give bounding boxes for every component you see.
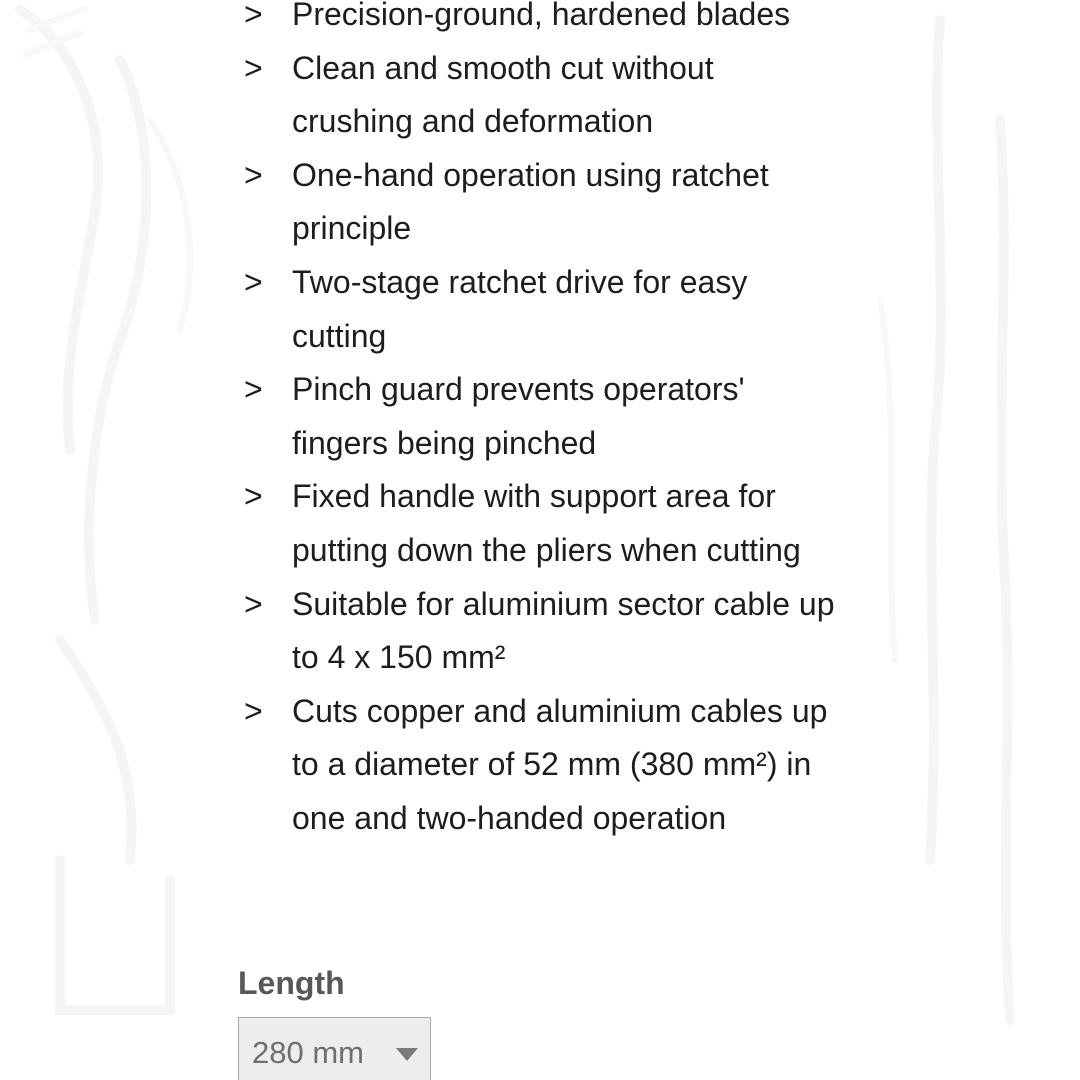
feature-item: [238, 578, 838, 685]
chevron-bullet-icon: >: [244, 49, 263, 86]
feature-text: Pinch guard prevents operators' fingers being pinched: [292, 371, 745, 461]
feature-list: [238, 0, 838, 846]
length-label: Length: [238, 964, 345, 1001]
feature-text: Fixed handle with support area for putting down the pliers when cutting: [292, 478, 801, 568]
chevron-bullet-icon: >: [244, 0, 263, 32]
chevron-bullet-icon: >: [244, 371, 263, 408]
feature-text: One-hand operation using ratchet principle: [292, 156, 769, 247]
feature-text: Suitable for aluminium sector cable up to 4 x 150 mm²: [292, 585, 835, 676]
feature-item: [238, 685, 838, 846]
feature-item: [238, 42, 838, 149]
length-select[interactable]: [238, 1017, 431, 1080]
feature-text: Clean and smooth cut without crushing and deformation: [292, 49, 714, 140]
product-info-column: [238, 0, 838, 1080]
length-select-value: 280 mm: [252, 1034, 364, 1070]
feature-text: Two-stage ratchet drive for easy cutting: [292, 263, 748, 354]
feature-text: Precision-ground, hardened blades: [292, 0, 791, 32]
chevron-bullet-icon: >: [244, 263, 263, 300]
chevron-bullet-icon: >: [244, 692, 263, 729]
feature-item: [238, 470, 838, 577]
feature-item: [238, 363, 838, 470]
chevron-bullet-icon: >: [244, 478, 263, 515]
feature-item: [238, 0, 838, 42]
chevron-bullet-icon: >: [244, 585, 263, 622]
feature-item: [238, 149, 838, 256]
feature-text: Cuts copper and aluminium cables up to a diameter of 52 mm (380 mm²) in one and two-handed operation: [292, 692, 828, 836]
length-selector-block: [238, 963, 838, 1080]
feature-item: [238, 256, 838, 363]
caret-down-icon: [396, 1048, 418, 1061]
chevron-bullet-icon: >: [244, 156, 263, 193]
